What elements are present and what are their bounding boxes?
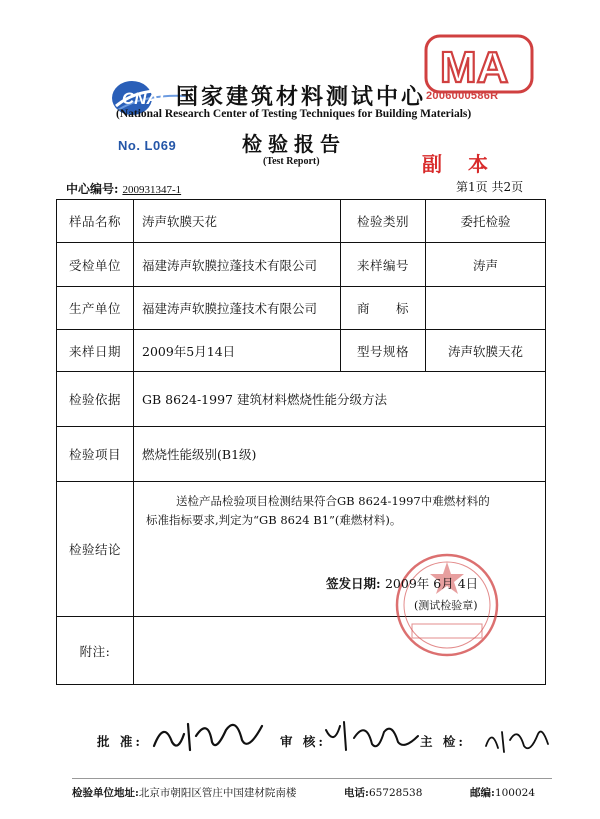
copy-stamp: 副本	[422, 152, 514, 176]
conclusion-label: 检验结论	[57, 482, 134, 617]
items-label: 检验项目	[57, 427, 134, 482]
phone-value: 65728538	[368, 787, 423, 799]
conclusion-line-2: 标准指标要求,判定为“GB 8624 B1”(难燃材料)。	[146, 513, 402, 527]
footer-divider	[72, 778, 552, 779]
trademark-value	[426, 287, 546, 330]
svg-text:CNAL: CNAL	[122, 89, 170, 108]
model-value: 涛声软膜天花	[426, 330, 546, 372]
page-count: 第1页 共2页	[456, 180, 524, 194]
review-label: 审 核:	[280, 734, 326, 749]
items-value: 燃烧性能级别(B1级)	[134, 427, 546, 482]
main-tester-label: 主 检:	[420, 734, 466, 749]
address-value: 北京市朝阳区管庄中国建材院南楼	[138, 787, 297, 799]
address	[72, 787, 318, 799]
seal-label: (测试检验章)	[414, 599, 478, 612]
conclusion-line-1: 送检产品检验项目检测结果符合GB 8624-1997中难燃材料的	[176, 494, 490, 508]
test-type-label: 检验类别	[341, 200, 426, 243]
approver-signature	[150, 712, 270, 756]
org-title: 国家建筑材料测试中心	[176, 84, 427, 110]
sample-date-value: 2009年5月14日	[134, 330, 341, 372]
sample-date-label: 来样日期	[57, 330, 134, 372]
svg-text:MA: MA	[440, 43, 509, 92]
sample-no-value: 涛声	[426, 243, 546, 287]
ma-stamp-number: 2006000586R	[426, 90, 499, 102]
report-table	[56, 199, 546, 685]
client-value: 福建涛声软膜拉蓬技术有限公司	[134, 243, 341, 287]
basis-value: GB 8624-1997 建筑材料燃烧性能分级方法	[134, 372, 546, 427]
basis-label: 检验依据	[57, 372, 134, 427]
conclusion-cell	[134, 482, 546, 617]
tester-signature	[482, 722, 552, 758]
footer	[72, 785, 579, 800]
issue-date-label: 签发日期:	[326, 576, 381, 591]
table-row	[57, 243, 546, 287]
phone	[344, 787, 444, 799]
sample-name-value: 涛声软膜天花	[134, 200, 341, 243]
cnal-accreditation-number: No. L069	[118, 138, 177, 153]
model-label: 型号规格	[341, 330, 426, 372]
notes-label: 附注:	[57, 617, 134, 685]
test-type-value: 委托检验	[426, 200, 546, 243]
producer-label: 生产单位	[57, 287, 134, 330]
issue-date-value: 2009年 6月 4日	[384, 576, 479, 591]
table-row	[57, 330, 546, 372]
address-label: 检验单位地址:	[72, 787, 139, 799]
approve-label: 批 准:	[97, 734, 143, 749]
center-number-label: 中心编号:	[66, 182, 119, 196]
center-number	[66, 180, 181, 197]
producer-value: 福建涛声软膜拉蓬技术有限公司	[134, 287, 341, 330]
client-label: 受检单位	[57, 243, 134, 287]
table-row	[57, 427, 546, 482]
table-row	[57, 287, 546, 330]
table-row	[57, 482, 546, 617]
postcode-value: 100024	[494, 787, 536, 799]
phone-label: 电话:	[344, 787, 369, 799]
report-title: 检验报告	[242, 132, 346, 156]
sample-name-label: 样品名称	[57, 200, 134, 243]
postcode-label: 邮编:	[470, 787, 495, 799]
postcode	[470, 787, 557, 799]
sample-no-label: 来样编号	[341, 243, 426, 287]
conclusion-text	[146, 492, 533, 530]
table-row	[57, 200, 546, 243]
table-row	[57, 372, 546, 427]
trademark-label: 商 标	[341, 287, 426, 330]
reviewer-signature	[322, 716, 422, 756]
center-number-value: 200931347-1	[122, 184, 182, 196]
issue-date	[326, 574, 478, 592]
org-subtitle: (National Research Center of Testing Techniques for Building Materials)	[116, 108, 472, 120]
report-subtitle: (Test Report)	[263, 156, 320, 167]
